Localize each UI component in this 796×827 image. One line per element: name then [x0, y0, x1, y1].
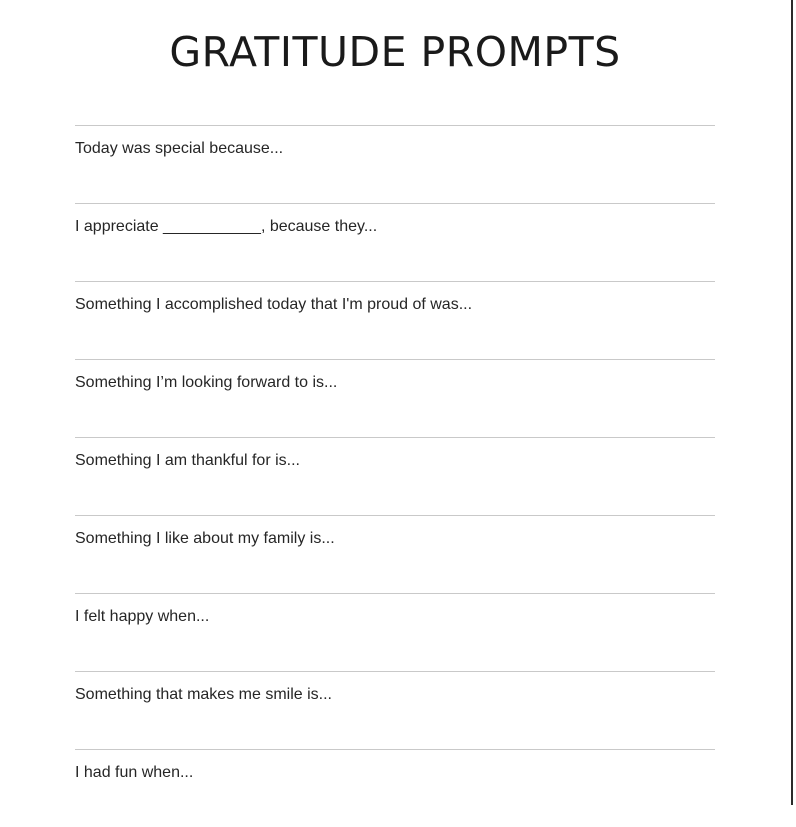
prompt-text: Something I like about my family is...: [75, 530, 335, 547]
prompt-row-8: [75, 671, 715, 749]
prompt-row-7: [75, 593, 715, 671]
prompt-text: Something that makes me smile is...: [75, 686, 332, 703]
prompt-row-6: [75, 515, 715, 593]
prompt-text: Something I’m looking forward to is...: [75, 374, 338, 391]
prompt-text: I felt happy when...: [75, 608, 210, 625]
prompt-row-3: [75, 281, 715, 359]
prompt-text: I appreciate ___________, because they...: [75, 218, 378, 235]
prompt-row-4: [75, 359, 715, 437]
prompt-row-2: [75, 203, 715, 281]
prompt-row-9: [75, 749, 715, 827]
page-title: GRATITUDE PROMPTS: [169, 28, 621, 76]
prompt-text: Something I am thankful for is...: [75, 452, 300, 469]
prompt-text: Something I accomplished today that I'm proud of was...: [75, 296, 473, 313]
prompt-row-1: [75, 125, 715, 203]
prompt-row-5: [75, 437, 715, 515]
prompt-text: Today was special because...: [75, 140, 284, 157]
prompt-text: I had fun when...: [75, 764, 194, 781]
prompt-list: [75, 125, 715, 827]
